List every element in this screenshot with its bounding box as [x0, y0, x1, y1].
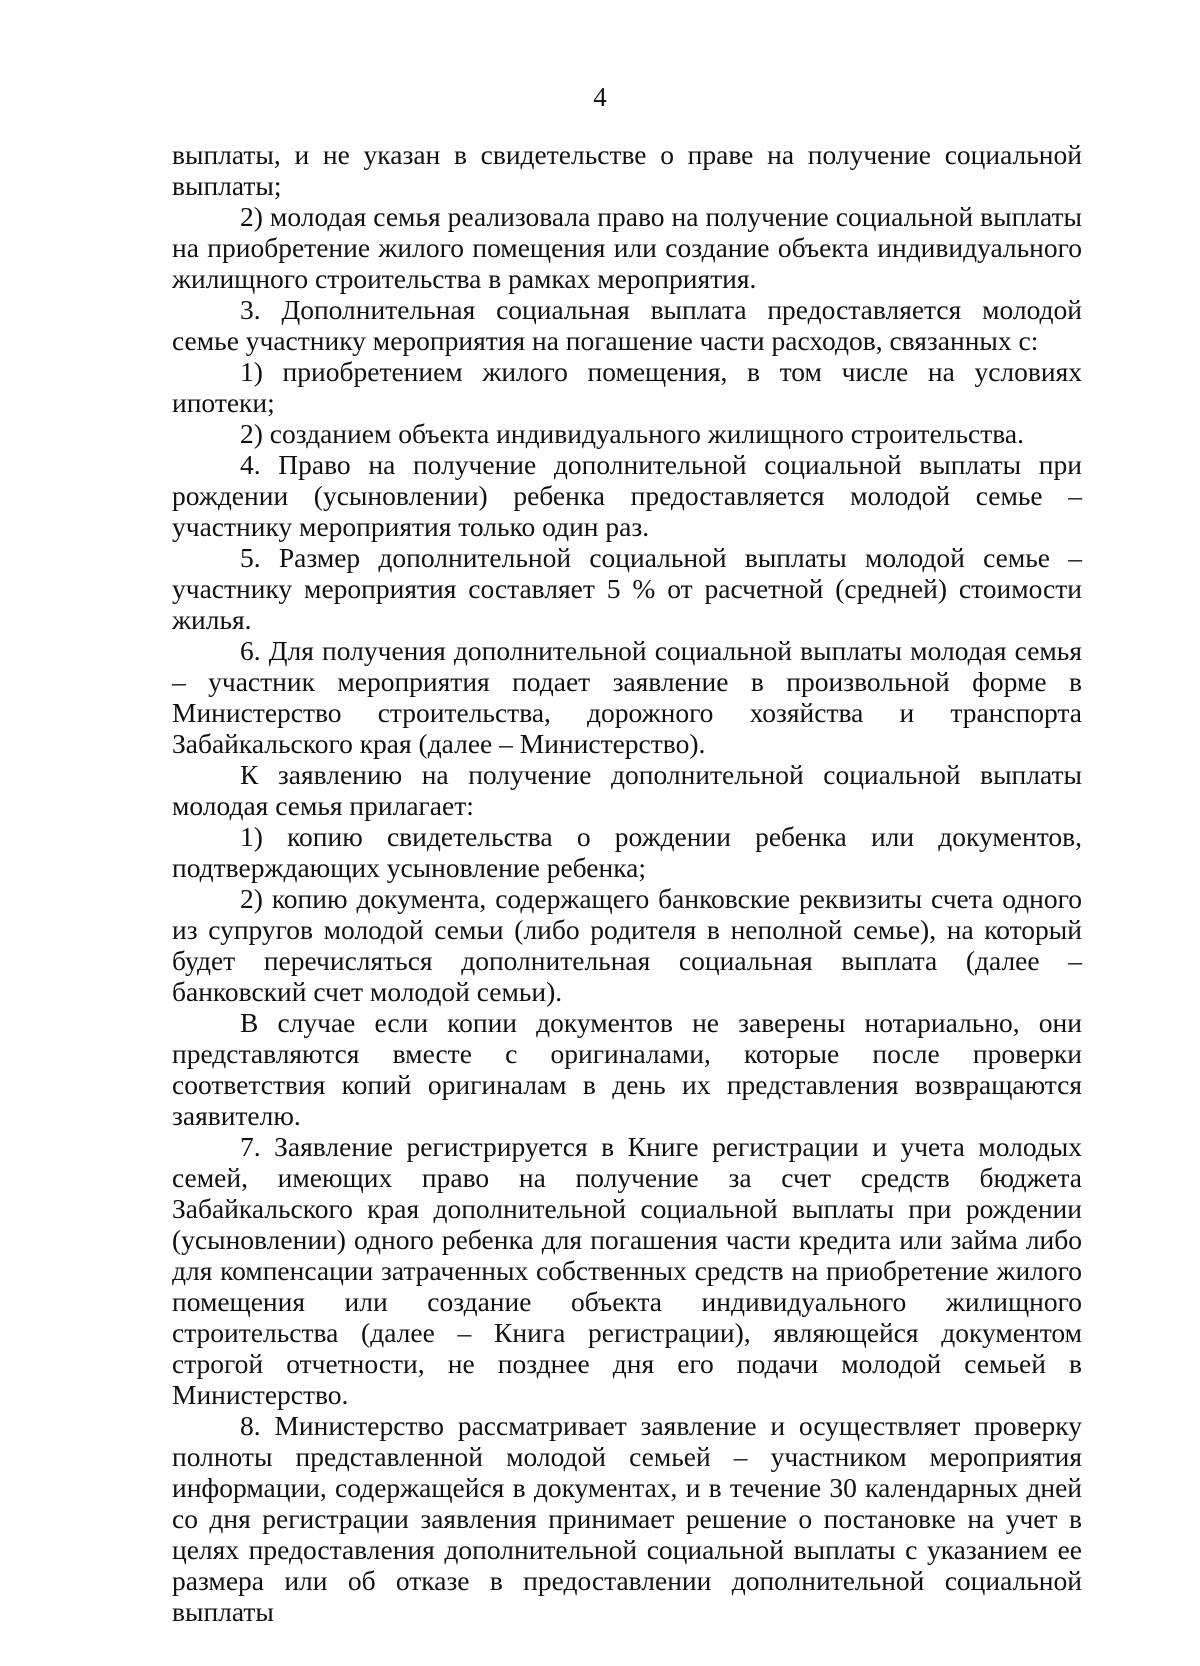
paragraph-clause-3: 3. Дополнительная социальная выплата предоставляется молодой семье участнику мероприятия на погашение части расходов, связанных с: — [172, 294, 1082, 356]
paragraph-continuation: выплаты, и не указан в свидетельстве о праве на получение социальной выплаты; — [172, 139, 1082, 201]
paragraph-attachment-2: 2) копию документа, содержащего банковские реквизиты счета одного из супругов молодой семьи (либо родителя в неполной семье), на который будет перечисляться дополнительная социальная выплата (далее – банковский счет молодой семьи). — [172, 883, 1082, 1007]
paragraph-clause-5: 5. Размер дополнительной социальной выплаты молодой семье – участнику мероприятия составляет 5 % от расчетной (средней) стоимости жилья. — [172, 542, 1082, 635]
paragraph-clause-7: 7. Заявление регистрируется в Книге регистрации и учета молодых семей, имеющих право на получение за счет средств бюджета Забайкальского края дополнительной социальной выплаты при рождении (усыновлении) одного ребенка для погашения части кредита или займа либо для компенсации затраченных собственных средств на приобретение жилого помещения или создание объекта индивидуального жилищного строительства (далее – Книга регистрации), являющейся документом строгой отчетности, не позднее дня его подачи молодой семьей в Министерство. — [172, 1131, 1082, 1410]
paragraph-notarization: В случае если копии документов не заверены нотариально, они представляются вместе с оригиналами, которые после проверки соответствия копий оригиналам в день их представления возвращаются заявителю. — [172, 1007, 1082, 1131]
paragraph-attachments-intro: К заявлению на получение дополнительной социальной выплаты молодая семья прилагает: — [172, 759, 1082, 821]
paragraph-clause-3-item-1: 1) приобретением жилого помещения, в том числе на условиях ипотеки; — [172, 356, 1082, 418]
paragraph-clause-4: 4. Право на получение дополнительной социальной выплаты при рождении (усыновлении) ребенка предоставляется молодой семье – участнику мероприятия только один раз. — [172, 449, 1082, 542]
paragraph-clause-8: 8. Министерство рассматривает заявление и осуществляет проверку полноты представленной молодой семьей – участником мероприятия информации, содержащейся в документах, и в течение 30 календарных дней со дня регистрации заявления принимает решение о постановке на учет в целях предоставления дополнительной социальной выплаты с указанием ее размера или об отказе в предоставлении дополнительной социальной выплаты — [172, 1410, 1082, 1627]
paragraph-clause-6: 6. Для получения дополнительной социальной выплаты молодая семья – участник мероприятия подает заявление в произвольной форме в Министерство строительства, дорожного хозяйства и транспорта Забайкальского края (далее – Министерство). — [172, 635, 1082, 759]
document-body — [172, 139, 1082, 1627]
paragraph-clause-3-item-2: 2) созданием объекта индивидуального жилищного строительства. — [240, 418, 1024, 449]
page-number: 4 — [593, 82, 607, 112]
paragraph-item-2: 2) молодая семья реализовала право на получение социальной выплаты на приобретение жилого помещения или создание объекта индивидуального жилищного строительства в рамках мероприятия. — [172, 201, 1082, 294]
paragraph-attachment-1: 1) копию свидетельства о рождении ребенка или документов, подтверждающих усыновление ребенка; — [172, 821, 1082, 883]
